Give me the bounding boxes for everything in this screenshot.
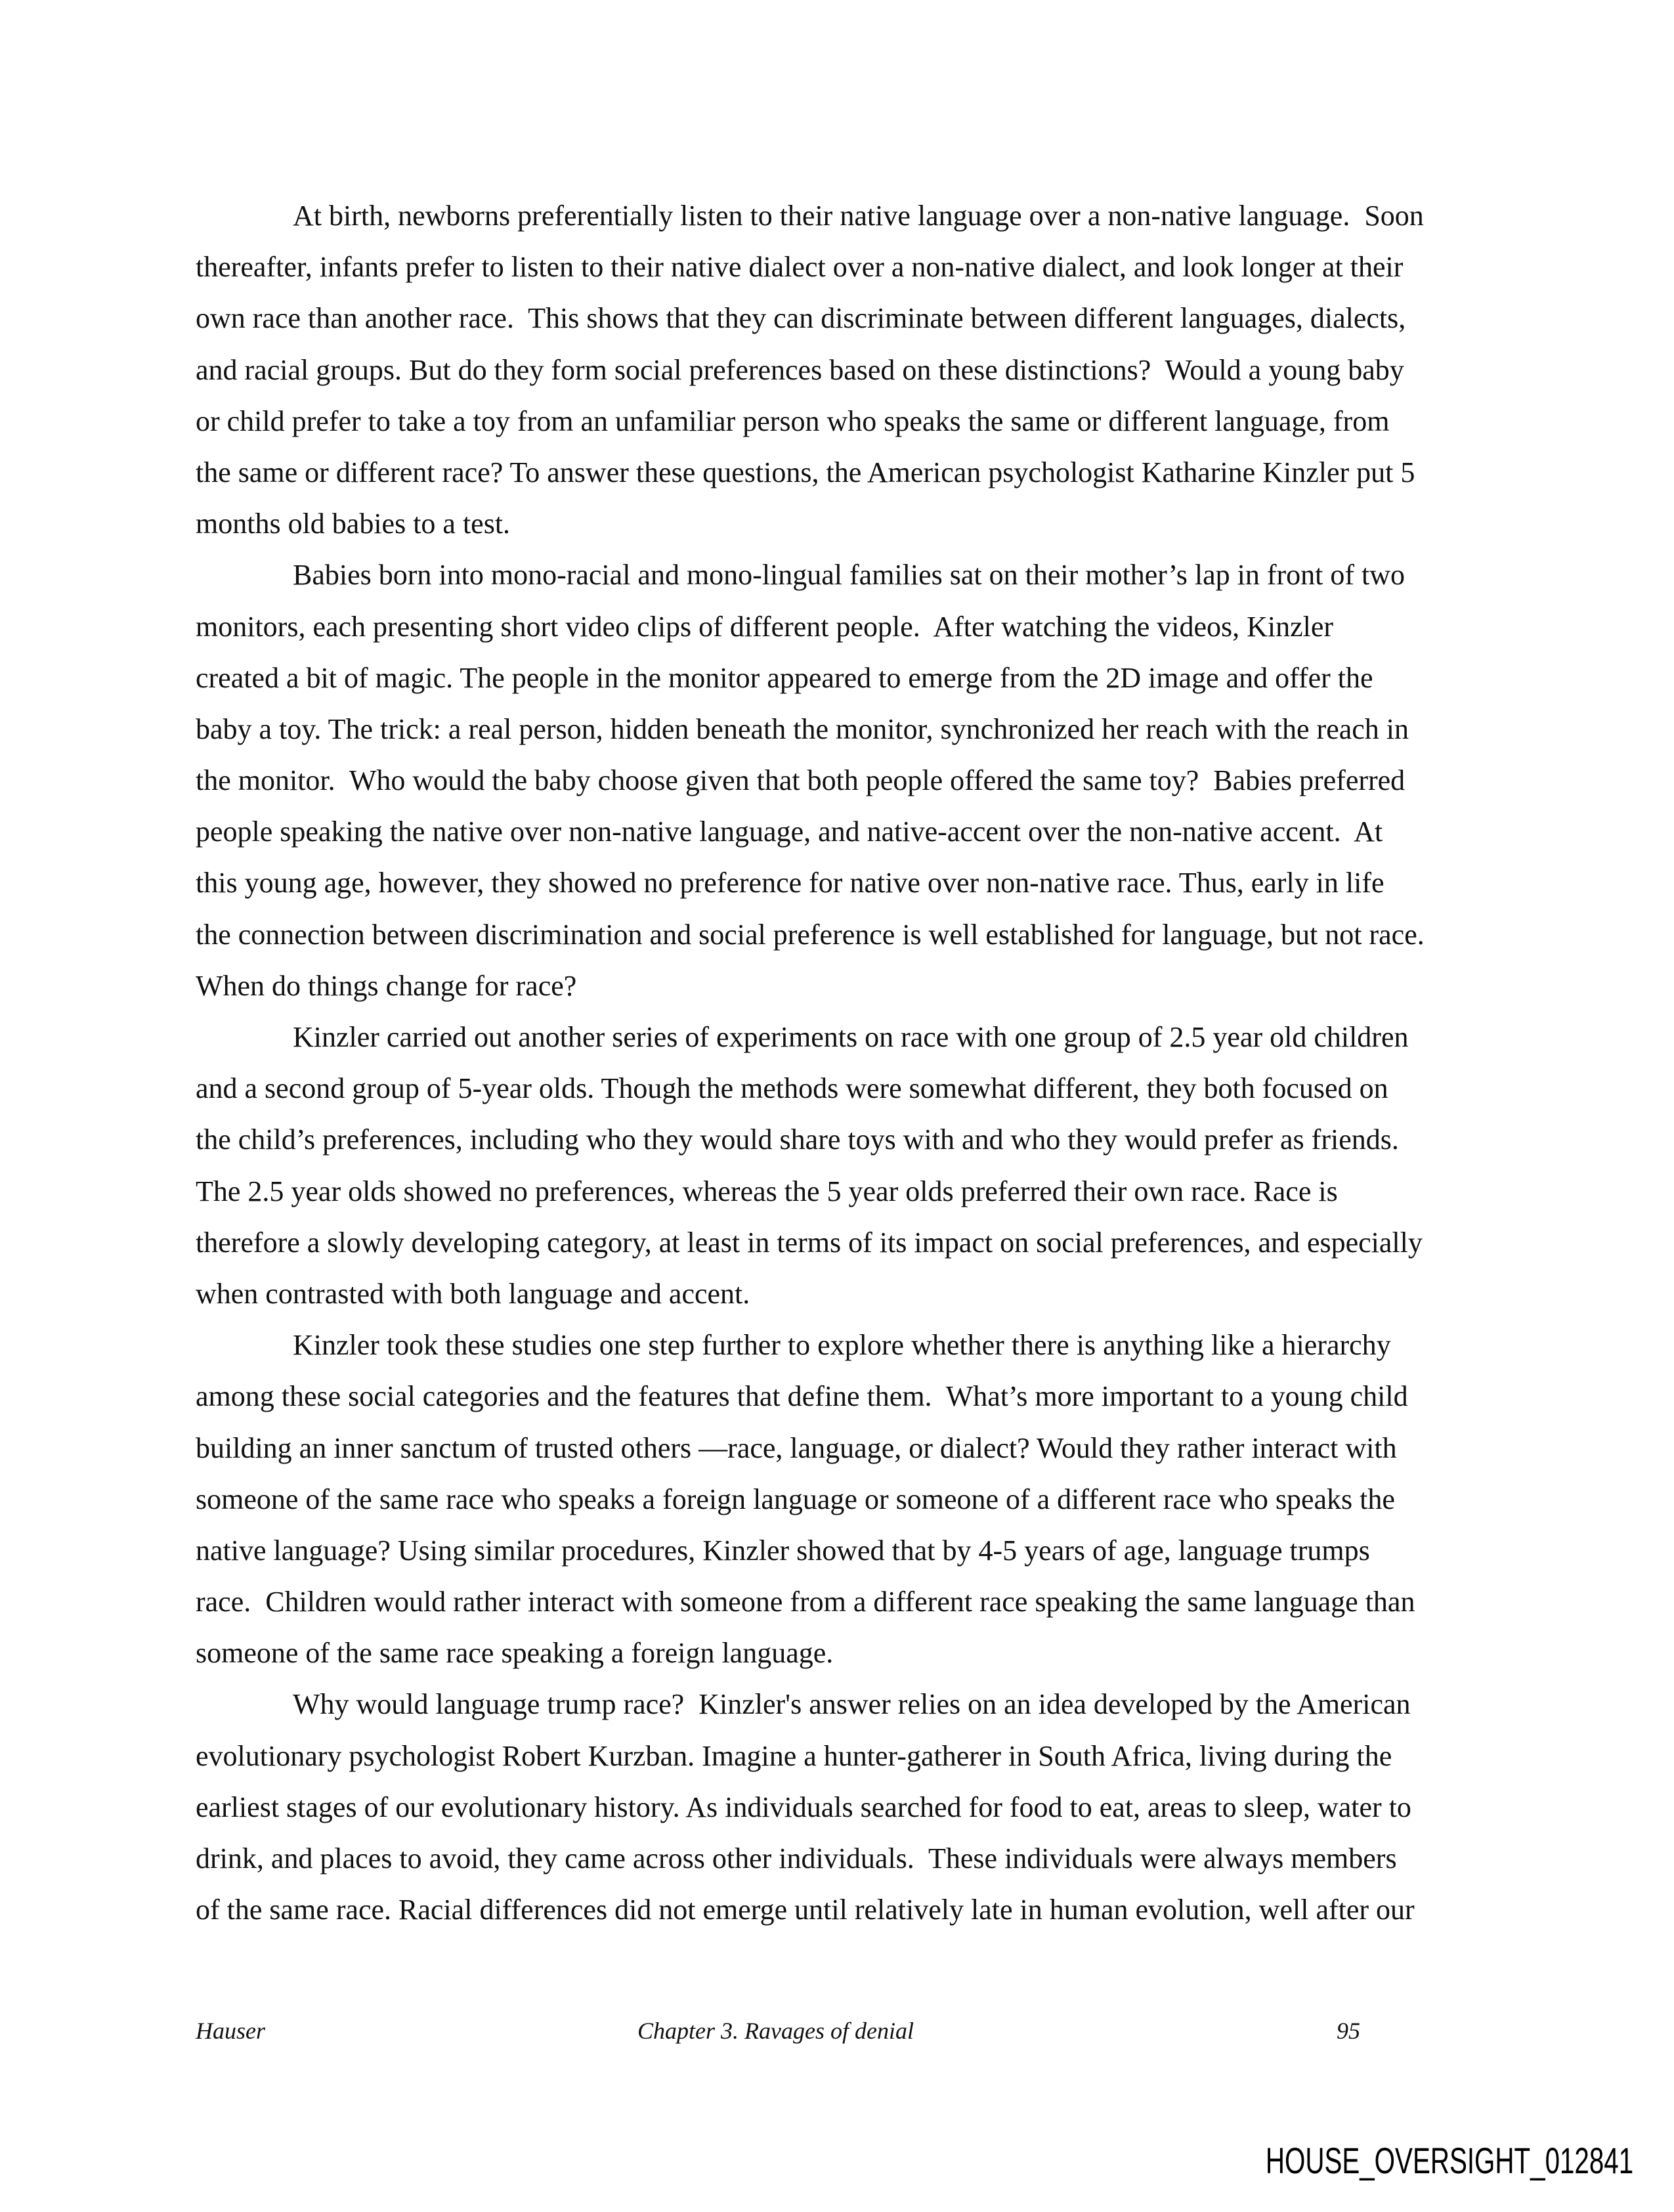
- text-line: evolutionary psychologist Robert Kurzban. Imagine a hunter-gatherer in South Africa, living during the: [196, 1739, 1392, 1772]
- text-line: someone of the same race who speaks a foreign language or someone of a different race who speaks the: [196, 1483, 1395, 1515]
- bates-stamp: HOUSE_OVERSIGHT_012841: [1265, 2140, 1633, 2181]
- text-line: this young age, however, they showed no preference for native over non-native race. Thus, early in life: [196, 867, 1384, 900]
- text-line: own race than another race. This shows that they can discriminate between different languages, dialects,: [196, 302, 1406, 335]
- text-line: someone of the same race speaking a foreign language.: [196, 1637, 834, 1670]
- footer-page-number: 95: [1337, 2018, 1360, 2044]
- text-line: months old babies to a test.: [196, 508, 511, 540]
- text-line: building an inner sanctum of trusted others —race, language, or dialect? Would they rather interact with: [196, 1431, 1397, 1464]
- text-line: race. Children would rather interact with someone from a different race speaking the same language than: [196, 1586, 1415, 1618]
- text-line: Babies born into mono-racial and mono-lingual families sat on their mother’s lap in front of two: [293, 559, 1406, 592]
- text-line: Kinzler carried out another series of experiments on race with one group of 2.5 year old children: [293, 1021, 1409, 1053]
- text-line: the same or different race? To answer these questions, the American psychologist Katharine Kinzler put 5: [196, 456, 1415, 488]
- text-line: The 2.5 year olds showed no preferences, whereas the 5 year olds preferred their own race. Race is: [196, 1175, 1338, 1207]
- text-line: therefore a slowly developing category, at least in terms of its impact on social preferences, and especially: [196, 1226, 1423, 1259]
- text-line: thereafter, infants prefer to listen to their native dialect over a non-native dialect, and look longer at their: [196, 251, 1404, 284]
- paragraph: [196, 1679, 1482, 1936]
- paragraph: [196, 190, 1482, 550]
- text-line: and racial groups. But do they form social preferences based on these distinctions? Would a young baby: [196, 353, 1404, 386]
- text-line: Why would language trump race? Kinzler's answer relies on an idea developed by the American: [293, 1688, 1411, 1721]
- text-line: or child prefer to take a toy from an unfamiliar person who speaks the same or different language, from: [196, 404, 1390, 437]
- text-line: monitors, each presenting short video clips of different people. After watching the videos, Kinzler: [196, 610, 1334, 643]
- text-line: the monitor. Who would the baby choose given that both people offered the same toy? Babies preferred: [196, 764, 1406, 797]
- text-line: the connection between discrimination and social preference is well established for language, but not race.: [196, 918, 1425, 951]
- body-text: [196, 190, 1482, 1936]
- paragraph: [196, 1012, 1482, 1320]
- text-line: At birth, newborns preferentially listen to their native language over a non-native language. Soon: [293, 200, 1424, 232]
- text-line: earliest stages of our evolutionary history. As individuals searched for food to eat, areas to sleep, water to: [196, 1790, 1411, 1823]
- text-line: native language? Using similar procedures, Kinzler showed that by 4-5 years of age, language trumps: [196, 1534, 1370, 1567]
- text-line: people speaking the native over non-native language, and native-accent over the non-native accent. At: [196, 815, 1383, 848]
- text-line: when contrasted with both language and accent.: [196, 1277, 750, 1310]
- text-line: among these social categories and the features that define them. What’s more important to a young child: [196, 1380, 1408, 1413]
- text-line: created a bit of magic. The people in the monitor appeared to emerge from the 2D image and offer the: [196, 661, 1373, 694]
- text-line: the child’s preferences, including who they would share toys with and who they would prefer as friends.: [196, 1123, 1399, 1156]
- text-line: baby a toy. The trick: a real person, hidden beneath the monitor, synchronized her reach with the reach in: [196, 712, 1409, 745]
- paragraph: [196, 1320, 1482, 1679]
- text-line: When do things change for race?: [196, 969, 577, 1002]
- text-line: and a second group of 5-year olds. Though the methods were somewhat different, they both focused on: [196, 1072, 1388, 1105]
- text-line: Kinzler took these studies one step further to explore whether there is anything like a hierarchy: [293, 1329, 1391, 1362]
- paragraph: [196, 550, 1482, 1012]
- footer-chapter-title: Chapter 3. Ravages of denial: [637, 2018, 914, 2044]
- text-line: drink, and places to avoid, they came across other individuals. These individuals were always members: [196, 1842, 1397, 1875]
- footer-author: Hauser: [196, 2018, 265, 2044]
- text-line: of the same race. Racial differences did not emerge until relatively late in human evolution, well after our: [196, 1894, 1415, 1926]
